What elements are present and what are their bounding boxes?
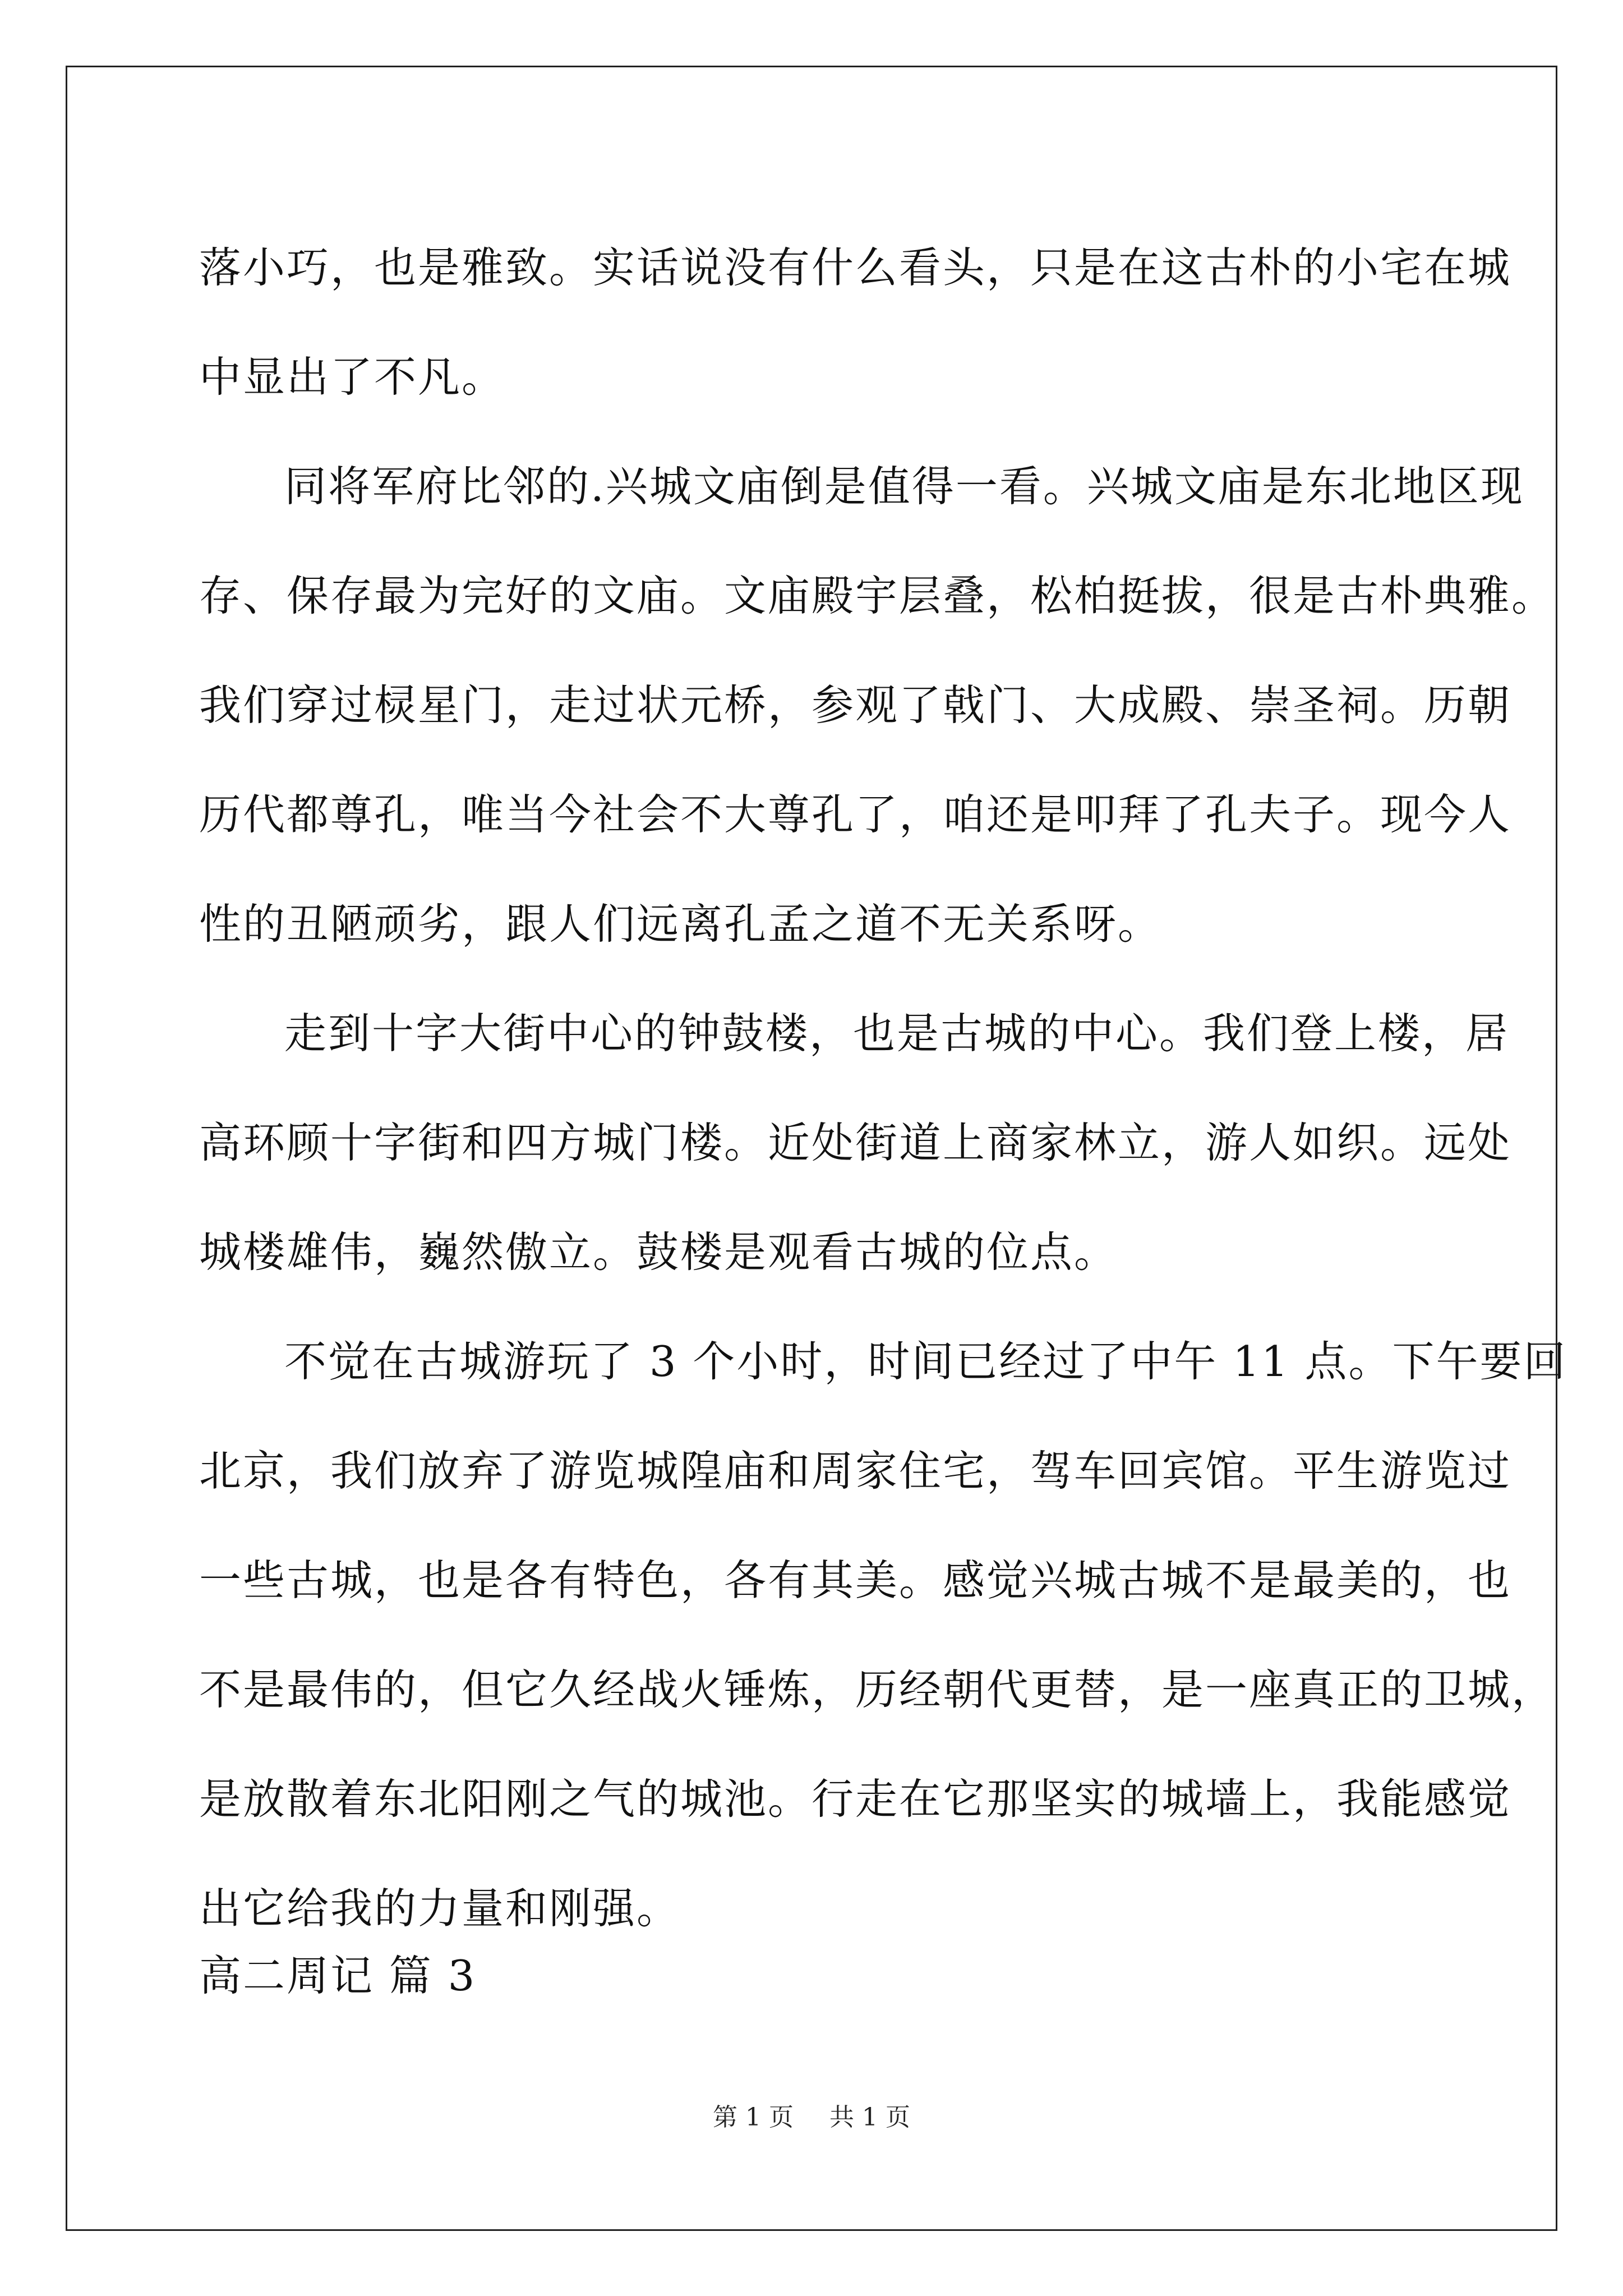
text-line: 城楼雄伟，巍然傲立。鼓楼是观看古城的位点。: [199, 1227, 1118, 1277]
text-line: 出它给我的力量和刚强。: [199, 1884, 681, 1933]
text-line: 历代都尊孔，唯当今社会不大尊孔了，咱还是叩拜了孔夫子。现今人: [199, 790, 1512, 839]
text-line: 一些古城，也是各有特色，各有其美。感觉兴城古城不是最美的，也: [199, 1556, 1512, 1605]
paragraph-drum-tower: [199, 979, 1512, 1307]
text-line: 我们穿过棂星门，走过状元桥，参观了戟门、大成殿、崇圣祠。历朝: [199, 680, 1512, 730]
paragraph-continued: [199, 213, 1512, 432]
document-body: [199, 213, 1567, 1963]
text-line: 存、保存最为完好的文庙。文庙殿宇层叠，松柏挺拔，很是古朴典雅。: [199, 571, 1556, 620]
text-line: 同将军府比邻的.兴城文庙倒是值得一看。兴城文庙是东北地区现: [284, 462, 1524, 511]
text-line: 走到十字大街中心的钟鼓楼，也是古城的中心。我们登上楼，居: [284, 1009, 1510, 1058]
page-number: 第 1 页: [713, 2103, 794, 2132]
text-line: 不觉在古城游玩了 3 个小时，时间已经过了中午 11 点。下午要回: [284, 1337, 1567, 1386]
page-total: 共 1 页: [829, 2103, 910, 2132]
text-line: 落小巧，也是雅致。实话说没有什么看头，只是在这古朴的小宅在城: [199, 243, 1512, 292]
page-footer: [0, 2101, 1623, 2134]
text-line: 性的丑陋顽劣，跟人们远离孔孟之道不无关系呀。: [199, 899, 1162, 949]
paragraph-conclusion: [199, 1307, 1567, 1963]
text-line: 高环顾十字街和四方城门楼。近处街道上商家林立，游人如织。远处: [199, 1118, 1512, 1167]
section-heading: 高二周记 篇 3: [199, 1951, 477, 2000]
text-line: 中显出了不凡。: [199, 352, 506, 402]
text-line: 是放散着东北阳刚之气的城池。行走在它那坚实的城墙上，我能感觉: [199, 1774, 1512, 1824]
text-line: 北京，我们放弃了游览城隍庙和周家住宅，驾车回宾馆。平生游览过: [199, 1446, 1512, 1496]
text-line: 不是最伟的，但它久经战火锤炼，历经朝代更替，是一座真正的卫城，: [199, 1665, 1556, 1714]
paragraph-temple: [199, 432, 1556, 979]
